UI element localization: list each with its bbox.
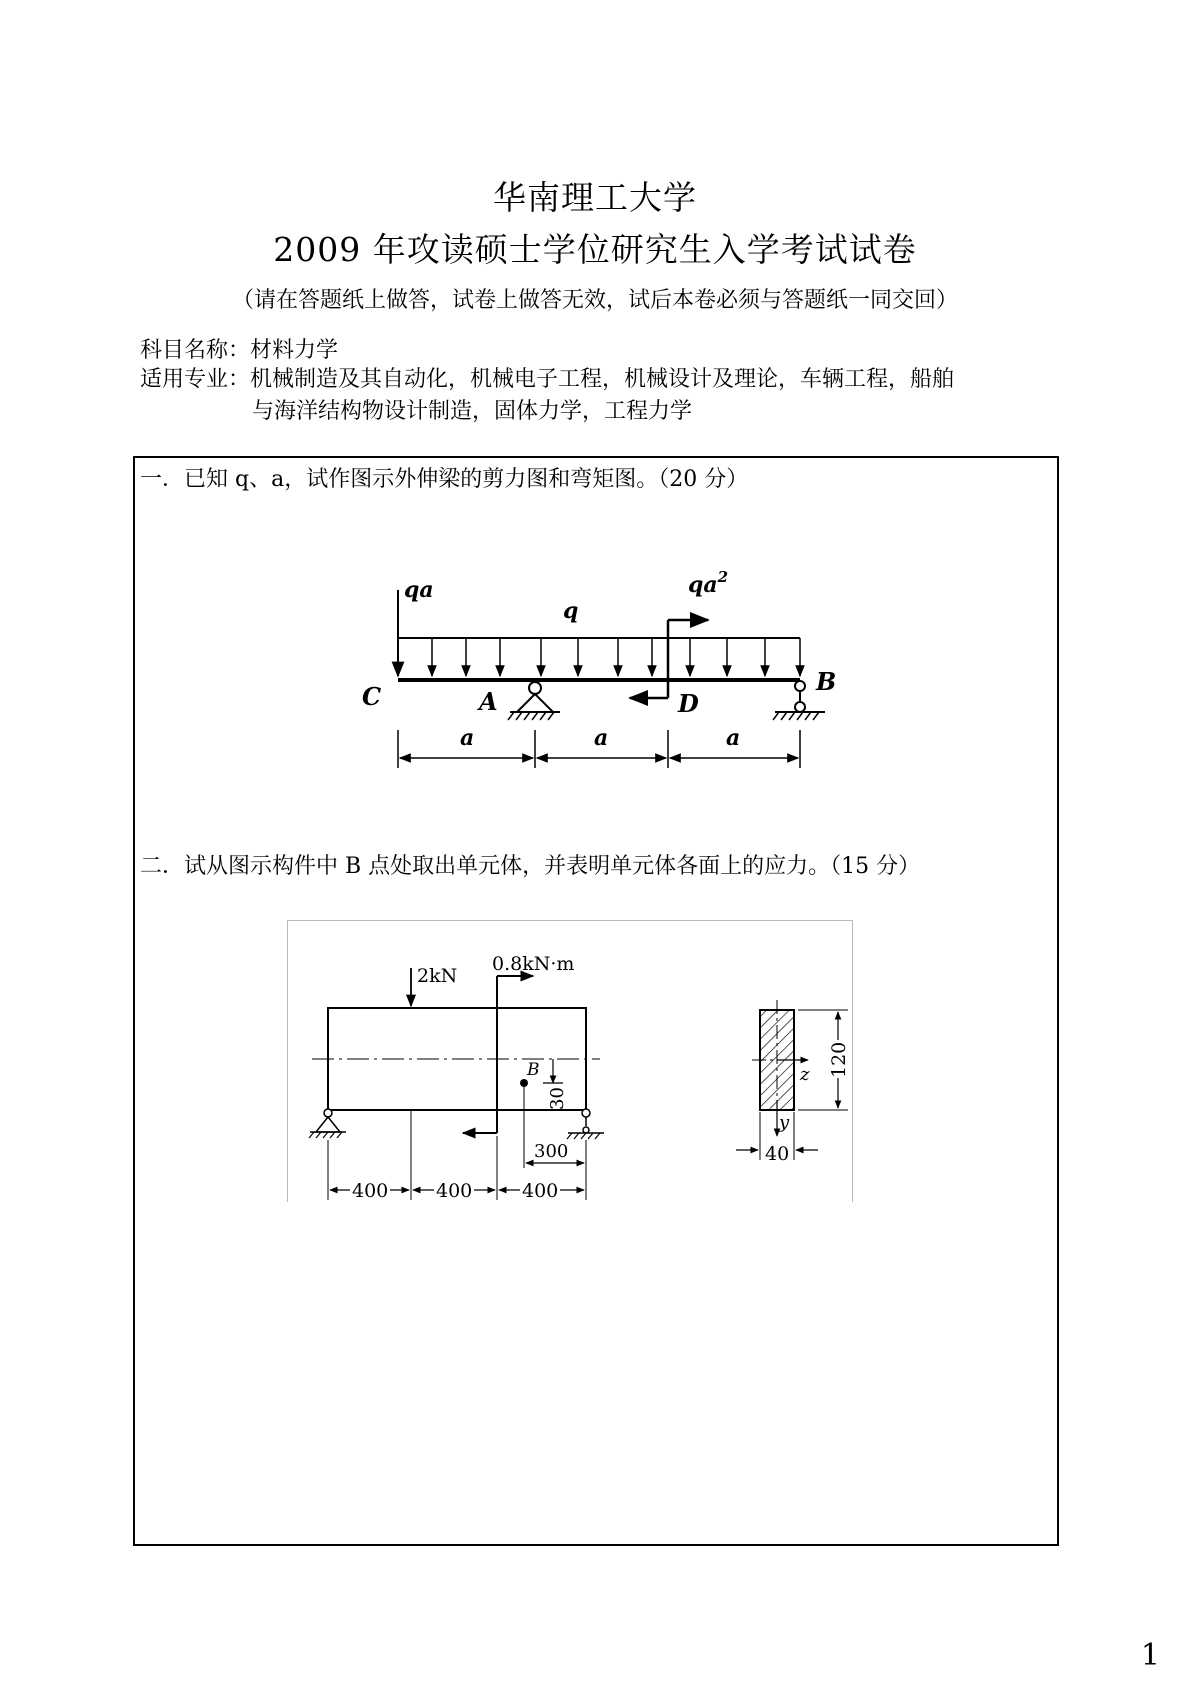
dim-300-label: 300 bbox=[534, 1141, 569, 1162]
dim-30-label: 30 bbox=[547, 1087, 568, 1110]
exam-title: 2009 年攻读硕士学位研究生入学考试试卷 bbox=[273, 230, 917, 269]
dim-400-3: 400 bbox=[522, 1180, 559, 1202]
moment-base: qa bbox=[688, 572, 718, 598]
subject-label: 科目名称： bbox=[140, 338, 251, 363]
z-axis-label: z bbox=[800, 1064, 810, 1085]
qa-label: qa bbox=[404, 577, 434, 603]
page-number: 1 bbox=[1140, 1638, 1160, 1673]
question-2-text: 试从图示构件中 B 点处取出单元体，并表明单元体各面上的应力。（15 分） bbox=[184, 854, 921, 879]
exam-notice: （请在答题纸上做答，试卷上做答无效，试后本卷必须与答题纸一同交回） bbox=[231, 288, 958, 313]
dim-400-2: 400 bbox=[436, 1180, 473, 1202]
point-C: C bbox=[362, 682, 382, 711]
left-support bbox=[316, 1117, 340, 1132]
subject-name: 材料力学 bbox=[250, 338, 339, 363]
dim-40-label: 40 bbox=[765, 1143, 790, 1165]
point-A: A bbox=[479, 687, 498, 716]
question-1-number: 一． bbox=[140, 467, 185, 492]
majors-text-2: 与海洋结构物设计制造，固体力学，工程力学 bbox=[252, 399, 693, 424]
majors-text-1: 机械制造及其自动化，机械电子工程，机械设计及理论，车辆工程，船舶 bbox=[250, 367, 955, 392]
y-axis-label: y bbox=[779, 1112, 790, 1133]
point-B-label-2: B bbox=[527, 1060, 540, 1080]
point-D: D bbox=[678, 689, 699, 718]
university-title: 华南理工大学 bbox=[493, 178, 697, 217]
dim-a-1: a bbox=[460, 725, 475, 751]
question-1-text: 已知 q、a，试作图示外伸梁的剪力图和弯矩图。（20 分） bbox=[184, 467, 749, 492]
majors-label: 适用专业： bbox=[140, 367, 251, 392]
dim-120-label: 120 bbox=[828, 1041, 850, 1078]
question-2-number: 二． bbox=[140, 854, 185, 879]
dim-400-1: 400 bbox=[352, 1180, 389, 1202]
point-B-dot bbox=[520, 1079, 528, 1087]
right-support-pin bbox=[582, 1109, 590, 1117]
moment-exponent: 2 bbox=[717, 568, 729, 586]
force-label: 2kN bbox=[417, 965, 458, 987]
point-B: B bbox=[816, 667, 837, 696]
moment-label-2: 0.8kN·m bbox=[492, 953, 575, 975]
dim-a-2: a bbox=[594, 725, 609, 751]
dim-a-3: a bbox=[726, 725, 741, 751]
q-label: q bbox=[563, 598, 579, 624]
